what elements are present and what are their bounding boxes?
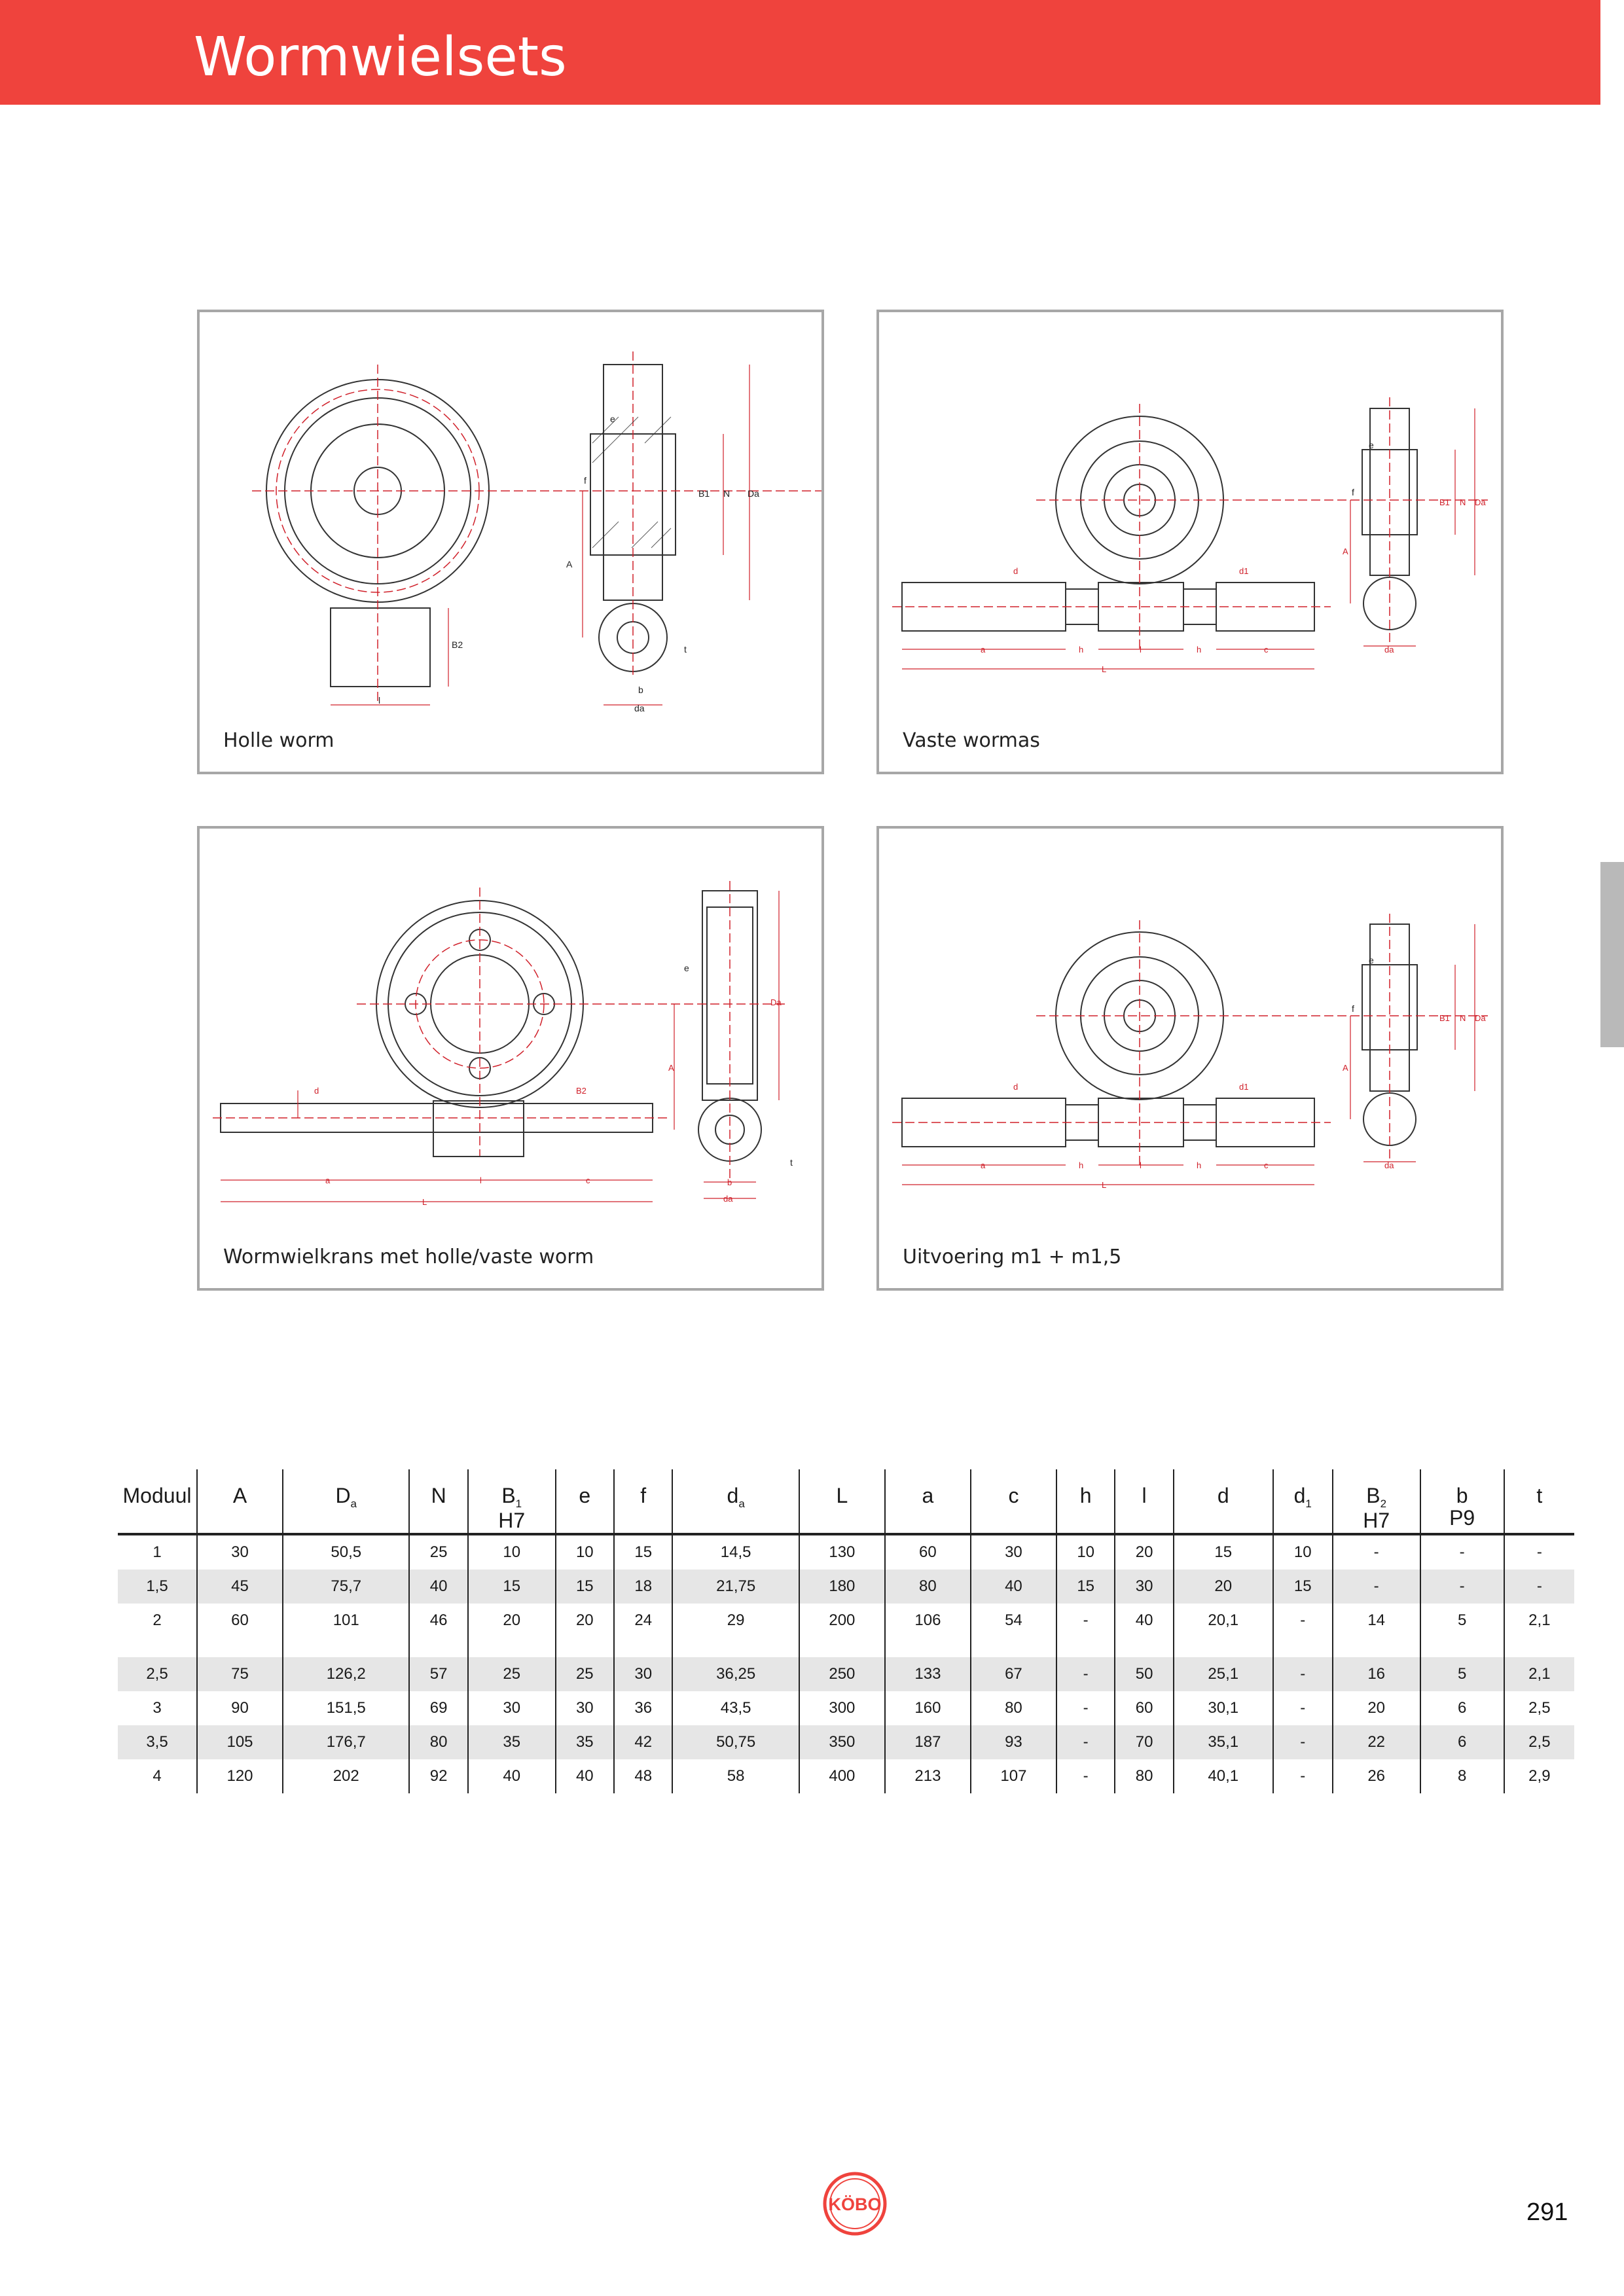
- table-cell: 36: [614, 1691, 672, 1725]
- table-cell: 3: [153, 1699, 162, 1717]
- col-header-l-total: L: [799, 1469, 885, 1534]
- table-cell: 176,7: [283, 1725, 409, 1759]
- table-cell: -: [1273, 1657, 1333, 1691]
- table-cell: -: [1420, 1570, 1504, 1604]
- table-cell: 75: [197, 1657, 283, 1691]
- table-cell: 15: [1273, 1570, 1333, 1604]
- table-cell: 14: [1333, 1604, 1420, 1638]
- svg-text:h: h: [1197, 645, 1202, 655]
- svg-text:B2: B2: [452, 639, 463, 650]
- table-cell: 35: [556, 1725, 614, 1759]
- table-cell: 22: [1333, 1725, 1420, 1759]
- svg-text:d: d: [314, 1086, 319, 1096]
- table-cell: -: [1056, 1691, 1115, 1725]
- table-cell: 25: [468, 1657, 556, 1691]
- table-cell: 60: [885, 1534, 971, 1570]
- table-cell: -: [1273, 1691, 1333, 1725]
- table-cell: 25: [556, 1657, 614, 1691]
- table-cell: 80: [1115, 1759, 1173, 1793]
- table-cell: 6: [1420, 1691, 1504, 1725]
- table-cell: 2,9: [1504, 1759, 1574, 1793]
- svg-text:l: l: [1140, 1160, 1142, 1170]
- svg-text:b: b: [727, 1177, 732, 1187]
- svg-text:e: e: [684, 963, 689, 973]
- svg-text:da: da: [1384, 645, 1394, 655]
- table-row: [118, 1604, 1574, 1638]
- col-header-d: d: [1174, 1469, 1273, 1534]
- table-cell: 400: [799, 1759, 885, 1793]
- table-cell: 107: [971, 1759, 1056, 1793]
- col-header-da-outer: $D_a$: [283, 1469, 409, 1534]
- svg-text:A: A: [566, 559, 573, 569]
- table-cell: 6: [1420, 1725, 1504, 1759]
- table-cell: 4: [153, 1767, 162, 1785]
- table-cell: 30: [468, 1691, 556, 1725]
- table-cell: 20: [1174, 1570, 1273, 1604]
- table-cell: 70: [1115, 1725, 1173, 1759]
- svg-text:l: l: [1140, 645, 1142, 655]
- panel-caption: Holle worm: [223, 729, 334, 752]
- col-header-a: A: [197, 1469, 283, 1534]
- page-title: Wormwielsets: [194, 26, 567, 88]
- drawing-panel-holle-worm: [197, 310, 824, 774]
- table-cell: 54: [971, 1604, 1056, 1638]
- col-header-l: l: [1115, 1469, 1173, 1534]
- table-cell: 30,1: [1174, 1691, 1273, 1725]
- table-cell: 2,5: [118, 1657, 197, 1691]
- table-cell: -: [1056, 1657, 1115, 1691]
- table-cell: 350: [799, 1725, 885, 1759]
- table-cell: 8: [1420, 1759, 1504, 1793]
- svg-text:Da: Da: [1475, 497, 1486, 507]
- svg-text:e: e: [1369, 440, 1374, 450]
- table-header-row: [118, 1469, 1574, 1534]
- table-cell: 187: [885, 1725, 971, 1759]
- table-cell: 90: [197, 1691, 283, 1725]
- svg-text:a: a: [981, 1160, 986, 1170]
- table-cell: 40: [556, 1759, 614, 1793]
- svg-text:h: h: [1079, 645, 1084, 655]
- col-header-da-worm: $d_a$: [672, 1469, 799, 1534]
- table-cell: 106: [885, 1604, 971, 1638]
- table-row: [118, 1759, 1574, 1793]
- table-cell: 46: [409, 1604, 467, 1638]
- drawing-panel-vaste-wormas: [876, 310, 1504, 774]
- table-cell: 120: [197, 1759, 283, 1793]
- svg-text:N: N: [723, 488, 731, 499]
- svg-text:f: f: [584, 475, 586, 486]
- table-cell: 2,1: [1504, 1657, 1574, 1691]
- svg-text:A: A: [668, 1063, 674, 1073]
- table-cell: 93: [971, 1725, 1056, 1759]
- chapter-tab: [1600, 862, 1624, 1047]
- table-cell: 14,5: [672, 1534, 799, 1570]
- svg-text:B1: B1: [1439, 1013, 1450, 1023]
- svg-text:d1: d1: [1239, 1082, 1249, 1092]
- svg-text:da: da: [634, 703, 645, 713]
- technical-drawing-holle-worm: [200, 312, 821, 772]
- svg-text:b: b: [638, 685, 643, 695]
- svg-text:L: L: [1102, 664, 1107, 674]
- table-cell: 60: [1115, 1691, 1173, 1725]
- svg-text:Da: Da: [770, 997, 782, 1007]
- table-cell: 50,75: [672, 1725, 799, 1759]
- table-cell: 75,7: [283, 1570, 409, 1604]
- table-cell: 80: [885, 1570, 971, 1604]
- table-cell: 151,5: [283, 1691, 409, 1725]
- svg-text:A: A: [1343, 547, 1348, 556]
- svg-text:L: L: [422, 1197, 427, 1207]
- col-header-d1: $d_1$: [1273, 1469, 1333, 1534]
- table-cell: 1,5: [118, 1570, 197, 1604]
- col-header-b1: $B_1$ H7: [468, 1469, 556, 1534]
- table-cell: 40: [409, 1570, 467, 1604]
- table-cell: 15: [468, 1570, 556, 1604]
- table-cell: 20,1: [1174, 1604, 1273, 1638]
- col-header-n: N: [409, 1469, 467, 1534]
- col-header-b: b P9: [1420, 1469, 1504, 1534]
- table-cell: 26: [1333, 1759, 1420, 1793]
- table-cell: 60: [197, 1604, 283, 1638]
- table-cell: 42: [614, 1725, 672, 1759]
- table-cell: 24: [614, 1604, 672, 1638]
- svg-text:da: da: [1384, 1160, 1394, 1170]
- table-cell: -: [1056, 1604, 1115, 1638]
- svg-text:e: e: [1369, 955, 1374, 965]
- table-cell: -: [1056, 1725, 1115, 1759]
- col-header-h: h: [1056, 1469, 1115, 1534]
- table-cell: 58: [672, 1759, 799, 1793]
- table-cell: 10: [1273, 1534, 1333, 1570]
- table-cell: -: [1504, 1534, 1574, 1570]
- table-cell: -: [1504, 1570, 1574, 1604]
- table-cell: 202: [283, 1759, 409, 1793]
- table-cell: 133: [885, 1657, 971, 1691]
- table-row: [118, 1570, 1574, 1604]
- table-cell: 15: [556, 1570, 614, 1604]
- table-cell: -: [1420, 1534, 1504, 1570]
- svg-text:t: t: [684, 644, 687, 655]
- panel-caption: Uitvoering m1 + m1,5: [903, 1246, 1122, 1268]
- svg-text:f: f: [1352, 1003, 1354, 1014]
- svg-text:B2: B2: [576, 1086, 586, 1096]
- table-cell: 10: [556, 1534, 614, 1570]
- table-row: [118, 1725, 1574, 1759]
- svg-text:Da: Da: [1475, 1013, 1486, 1023]
- table-cell: 21,75: [672, 1570, 799, 1604]
- table-cell: 2,5: [1504, 1725, 1574, 1759]
- table-cell: -: [1273, 1604, 1333, 1638]
- table-cell: 50,5: [283, 1534, 409, 1570]
- table-cell: 45: [197, 1570, 283, 1604]
- svg-text:e: e: [610, 414, 615, 424]
- svg-text:c: c: [586, 1175, 590, 1185]
- table-cell: 20: [1333, 1691, 1420, 1725]
- table-spacer-row: [118, 1638, 1574, 1657]
- svg-text:Da: Da: [748, 488, 759, 499]
- table-cell: -: [1333, 1570, 1420, 1604]
- table-cell: 15: [614, 1534, 672, 1570]
- table-cell: 40: [468, 1759, 556, 1793]
- drawing-panel-wormwielkrans: [197, 826, 824, 1291]
- svg-text:h: h: [1197, 1160, 1202, 1170]
- header-bar: [0, 0, 1600, 105]
- svg-text:l: l: [480, 1175, 482, 1185]
- svg-text:l: l: [378, 695, 381, 706]
- svg-text:f: f: [1352, 487, 1354, 497]
- table-cell: 30: [614, 1657, 672, 1691]
- table-cell: 18: [614, 1570, 672, 1604]
- logo-text: KÖBO: [828, 2195, 882, 2214]
- svg-text:B1: B1: [1439, 497, 1450, 507]
- table-cell: 16: [1333, 1657, 1420, 1691]
- table-body: [118, 1534, 1574, 1793]
- table-cell: 213: [885, 1759, 971, 1793]
- col-header-f: f: [614, 1469, 672, 1534]
- table-cell: 67: [971, 1657, 1056, 1691]
- table-cell: 25: [409, 1534, 467, 1570]
- table-cell: 160: [885, 1691, 971, 1725]
- table-cell: -: [1056, 1759, 1115, 1793]
- svg-text:c: c: [1264, 645, 1269, 655]
- col-header-c: c: [971, 1469, 1056, 1534]
- table-cell: 3,5: [118, 1725, 197, 1759]
- table-cell: 50: [1115, 1657, 1173, 1691]
- svg-text:d1: d1: [1239, 566, 1249, 576]
- table-cell: 2,5: [1504, 1691, 1574, 1725]
- table-cell: 35,1: [1174, 1725, 1273, 1759]
- table-cell: 20: [556, 1604, 614, 1638]
- table-cell: 69: [409, 1691, 467, 1725]
- col-header-a-small: a: [885, 1469, 971, 1534]
- table-cell: 57: [409, 1657, 467, 1691]
- table-cell: -: [1333, 1534, 1420, 1570]
- table-cell: 40: [971, 1570, 1056, 1604]
- table-cell: 35: [468, 1725, 556, 1759]
- svg-text:A: A: [1343, 1063, 1348, 1073]
- svg-text:B1: B1: [698, 488, 710, 499]
- svg-text:a: a: [981, 645, 986, 655]
- svg-text:L: L: [1102, 1180, 1107, 1190]
- table-cell: -: [1273, 1725, 1333, 1759]
- table-cell: 15: [1174, 1534, 1273, 1570]
- technical-drawing-wormwielkrans: [200, 829, 821, 1288]
- svg-text:h: h: [1079, 1160, 1084, 1170]
- table-cell: 130: [799, 1534, 885, 1570]
- technical-drawing-vaste-wormas: [879, 312, 1501, 772]
- col-header-b2: $B_2$ H7: [1333, 1469, 1420, 1534]
- table-cell: 30: [971, 1534, 1056, 1570]
- svg-text:N: N: [1460, 497, 1466, 507]
- table-cell: 126,2: [283, 1657, 409, 1691]
- table-cell: 2,1: [1504, 1604, 1574, 1638]
- specification-table: [118, 1469, 1574, 1793]
- table-cell: 20: [1115, 1534, 1173, 1570]
- table-cell: 80: [971, 1691, 1056, 1725]
- table-row: [118, 1691, 1574, 1725]
- svg-text:c: c: [1264, 1160, 1269, 1170]
- table-cell: 5: [1420, 1604, 1504, 1638]
- table-cell: 92: [409, 1759, 467, 1793]
- svg-text:d: d: [1013, 566, 1019, 576]
- table-row: [118, 1534, 1574, 1570]
- table-cell: 40: [1115, 1604, 1173, 1638]
- table-cell: 36,25: [672, 1657, 799, 1691]
- table-cell: 30: [1115, 1570, 1173, 1604]
- panel-caption: Wormwielkrans met holle/vaste worm: [223, 1246, 594, 1268]
- table-cell: 43,5: [672, 1691, 799, 1725]
- kobo-logo: [822, 2171, 888, 2236]
- page-number: 291: [1526, 2198, 1568, 2226]
- table-cell: 105: [197, 1725, 283, 1759]
- table-cell: 25,1: [1174, 1657, 1273, 1691]
- col-header-moduul: Moduul: [118, 1469, 197, 1534]
- col-header-e: e: [556, 1469, 614, 1534]
- table-cell: 10: [468, 1534, 556, 1570]
- svg-text:a: a: [325, 1175, 331, 1185]
- table-cell: 5: [1420, 1657, 1504, 1691]
- panel-caption: Vaste wormas: [903, 729, 1040, 752]
- table-cell: 40,1: [1174, 1759, 1273, 1793]
- svg-text:d: d: [1013, 1082, 1019, 1092]
- table-cell: 200: [799, 1604, 885, 1638]
- table-cell: 2: [153, 1611, 162, 1629]
- svg-text:t: t: [790, 1157, 793, 1168]
- table-cell: 30: [197, 1534, 283, 1570]
- table-cell: 29: [672, 1604, 799, 1638]
- technical-drawing-uitvoering: [879, 829, 1501, 1288]
- table-cell: 30: [556, 1691, 614, 1725]
- table-cell: -: [1273, 1759, 1333, 1793]
- table-cell: 80: [409, 1725, 467, 1759]
- svg-text:N: N: [1460, 1013, 1466, 1023]
- svg-text:da: da: [723, 1194, 733, 1204]
- drawing-panel-uitvoering: [876, 826, 1504, 1291]
- table-cell: 15: [1056, 1570, 1115, 1604]
- table-cell: 250: [799, 1657, 885, 1691]
- col-header-t: t: [1504, 1469, 1574, 1534]
- table-cell: 101: [283, 1604, 409, 1638]
- table-cell: 10: [1056, 1534, 1115, 1570]
- table-cell: 48: [614, 1759, 672, 1793]
- table-cell: 20: [468, 1604, 556, 1638]
- table-cell: 1: [153, 1543, 162, 1561]
- table-cell: 180: [799, 1570, 885, 1604]
- table-row: [118, 1657, 1574, 1691]
- table-cell: 300: [799, 1691, 885, 1725]
